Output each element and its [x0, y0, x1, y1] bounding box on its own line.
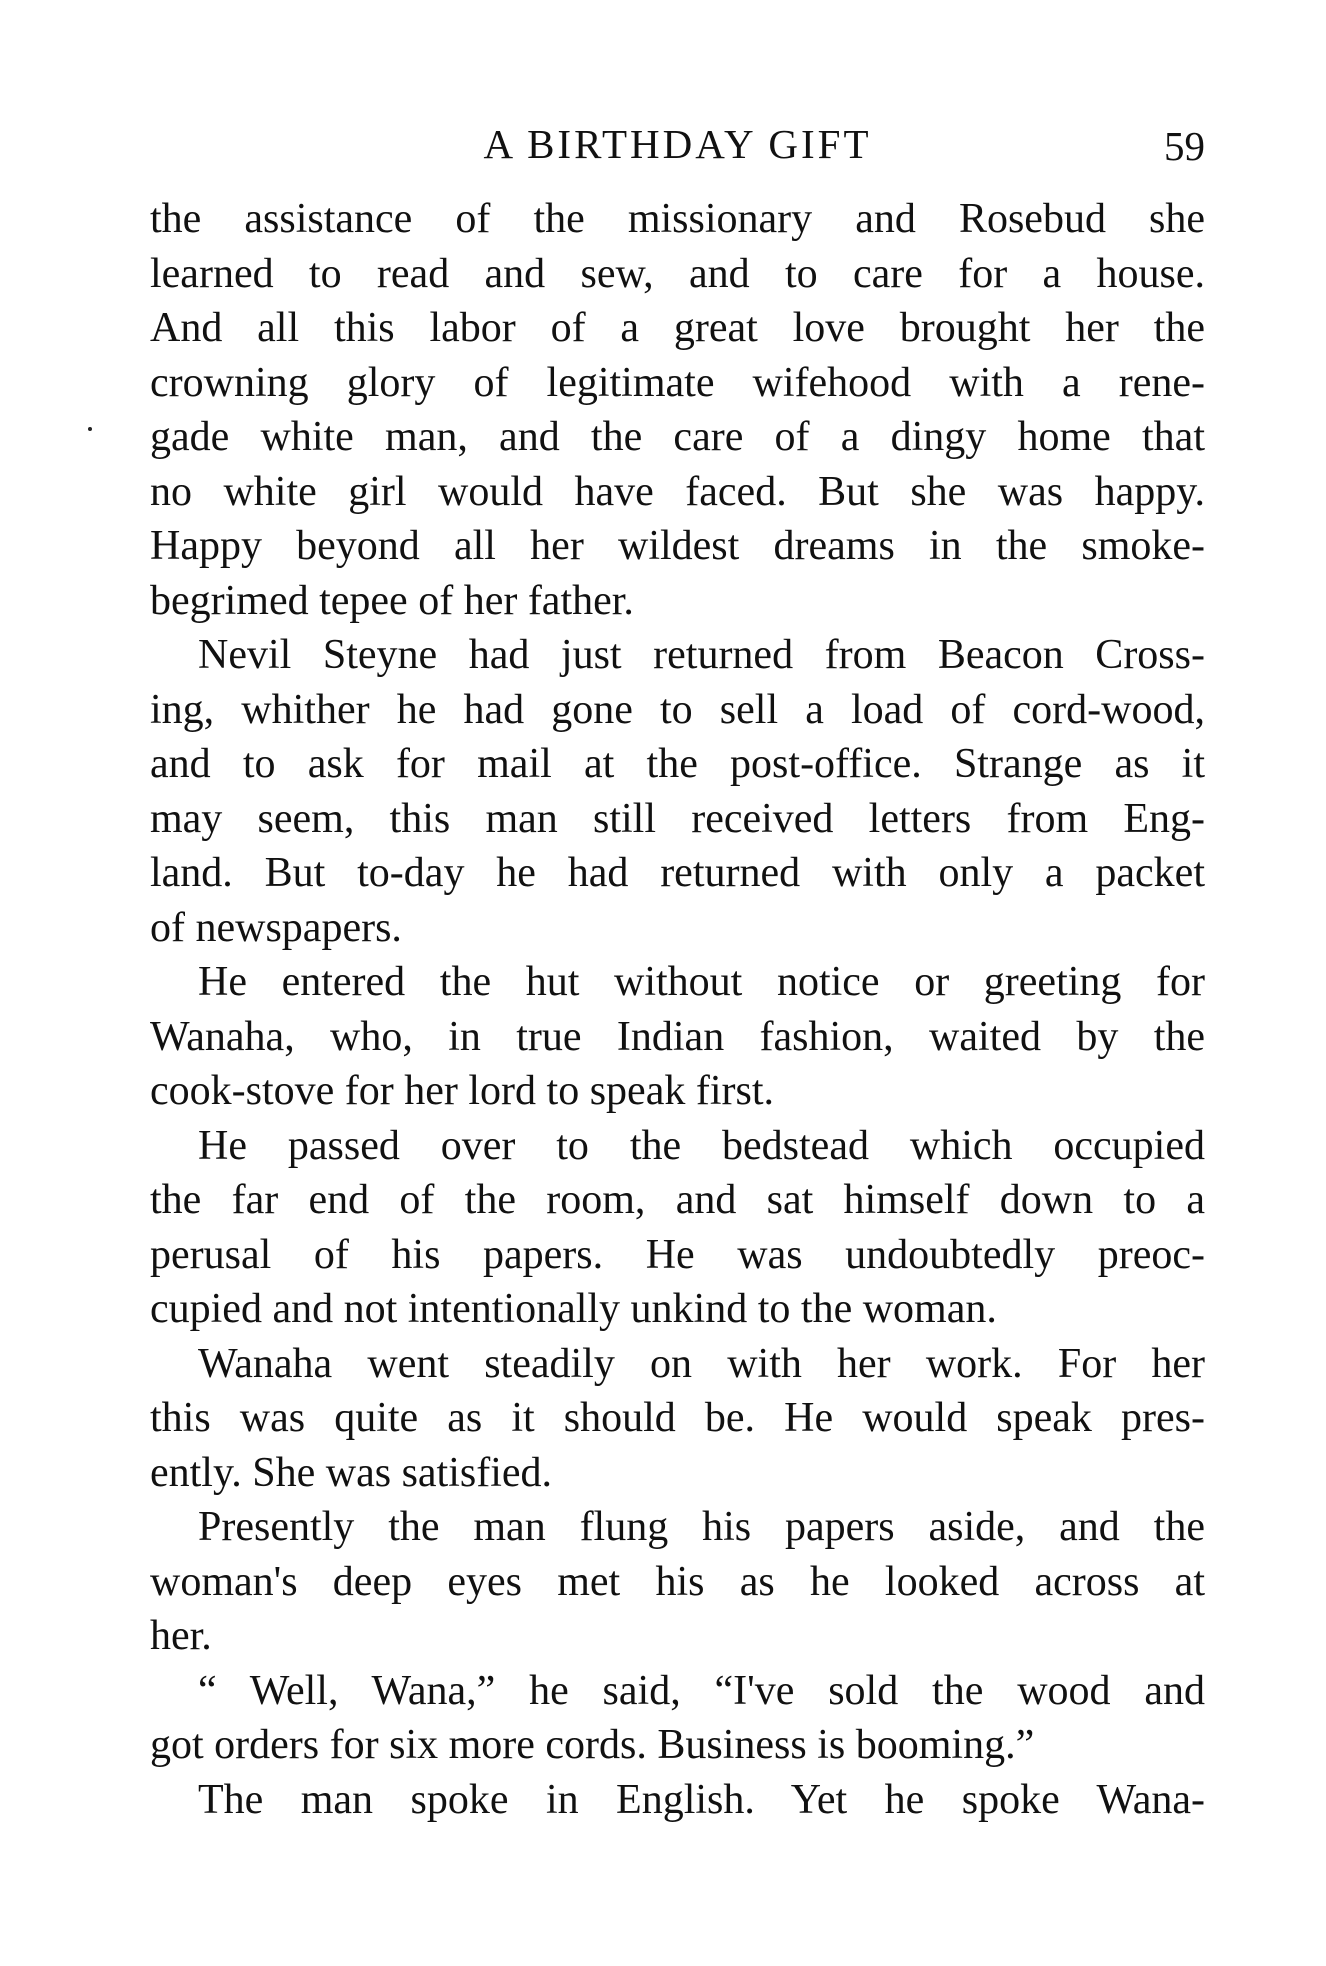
book-page [150, 118, 1205, 1827]
stray-ink-dot [88, 427, 92, 431]
text-line: her. [150, 1613, 212, 1659]
paragraph [150, 1773, 1205, 1828]
paragraph [150, 192, 1205, 628]
text-line: got orders for six more cords. Business is booming.” [150, 1722, 1035, 1768]
text-line: Wanaha, who, in true Indian fashion, waited by the [150, 1013, 1205, 1060]
text-line: land. But to-day he had returned with only a packet [150, 850, 1205, 896]
paragraph [150, 955, 1205, 1119]
text-line: no white girl would have faced. But she was happy. [150, 468, 1205, 515]
text-line: perusal of his papers. He was undoubtedly preoc- [150, 1231, 1205, 1278]
text-line: He entered the hut without notice or greeting for [198, 959, 1205, 1005]
text-line: He passed over to the bedstead which occupied [198, 1122, 1205, 1169]
text-line: crowning glory of legitimate wifehood with a rene- [150, 359, 1205, 406]
text-line: the assistance of the missionary and Rosebud she [150, 196, 1205, 242]
text-line: cupied and not intentionally unkind to the woman. [150, 1286, 997, 1332]
paragraph [150, 1500, 1205, 1664]
page-number: 59 [1164, 123, 1205, 169]
text-line: Nevil Steyne had just returned from Beacon Cross- [198, 632, 1205, 678]
text-line: begrimed tepee of her father. [150, 577, 634, 624]
text-line: the far end of the room, and sat himself down to a [150, 1177, 1205, 1223]
paragraph [150, 628, 1205, 955]
paragraph [150, 1119, 1205, 1337]
text-line: Happy beyond all her wildest dreams in the smoke- [150, 523, 1205, 569]
text-line: The man spoke in English. Yet he spoke Wana- [198, 1776, 1205, 1823]
text-line: woman's deep eyes met his as he looked across at [150, 1558, 1205, 1605]
text-line: Presently the man flung his papers aside, and the [198, 1504, 1205, 1550]
text-line: learned to read and sew, and to care for a house. [150, 250, 1205, 297]
body-text [150, 192, 1205, 1827]
text-line: Wanaha went steadily on with her work. For her [198, 1340, 1205, 1387]
text-line: “ Well, Wana,” he said, “I've sold the wood and [198, 1667, 1205, 1714]
text-line: of newspapers. [150, 904, 402, 951]
text-line: gade white man, and the care of a dingy home that [150, 414, 1205, 460]
text-line: and to ask for mail at the post-office. Strange as it [150, 741, 1205, 787]
text-line: this was quite as it should be. He would speak pres- [150, 1395, 1205, 1441]
paragraph [150, 1337, 1205, 1501]
running-header [150, 118, 1205, 170]
chapter-title: A BIRTHDAY GIFT [483, 121, 872, 167]
text-line: ing, whither he had gone to sell a load of cord-wood, [150, 686, 1205, 733]
text-line: cook-stove for her lord to speak first. [150, 1068, 774, 1114]
text-line: And all this labor of a great love brought her the [150, 305, 1205, 351]
text-line: ently. She was satisfied. [150, 1449, 553, 1496]
text-line: may seem, this man still received letters from Eng- [150, 795, 1205, 842]
paragraph [150, 1664, 1205, 1773]
